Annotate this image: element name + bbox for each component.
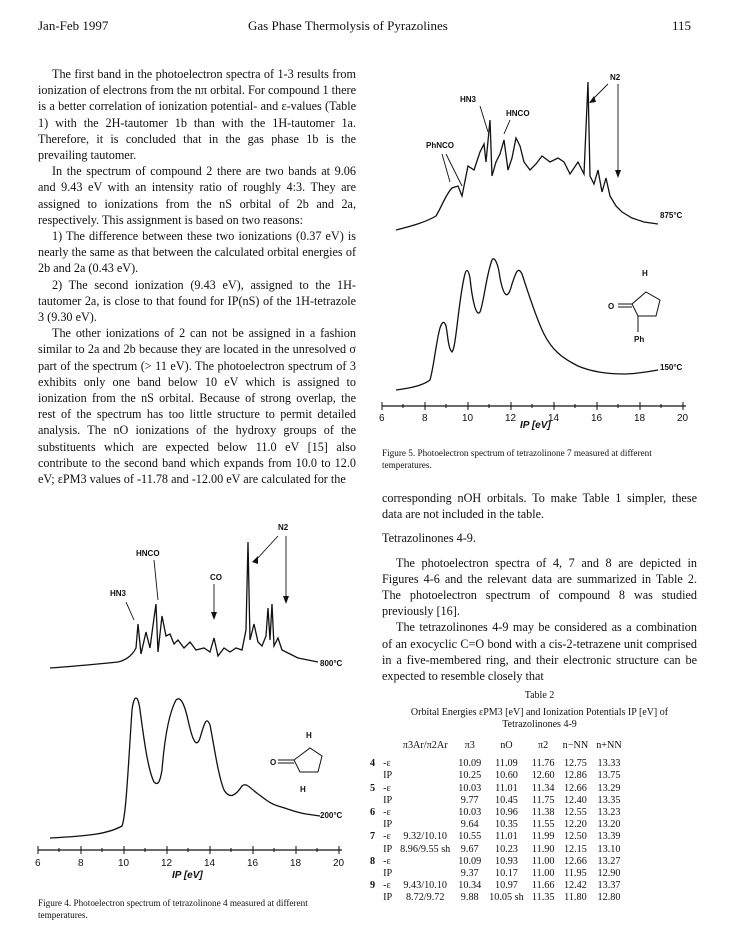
table-cell: 9	[370, 880, 376, 892]
table-cell: -ε	[383, 855, 391, 867]
left-column-text	[38, 66, 356, 487]
table-cell: 12.20	[563, 819, 587, 831]
tick-label: 8	[422, 413, 428, 424]
table-title: Table 2	[524, 690, 555, 701]
table-cell: 10.23	[494, 843, 518, 855]
column-header: π2	[538, 740, 549, 751]
table-cell: 11.75	[531, 794, 555, 806]
column-header: n+NN	[596, 740, 622, 751]
table-cell	[366, 844, 379, 856]
table-cell	[366, 795, 379, 807]
table-cell: 9.43/10.10	[403, 880, 447, 892]
table-cell	[396, 795, 454, 807]
table-cell: 12.75	[563, 758, 587, 770]
table-cell: -ε	[383, 758, 391, 770]
table-cell: 12.66	[563, 855, 587, 867]
table-cell: 13.39	[597, 831, 621, 843]
paragraph: corresponding nOH orbitals. To make Table 1 simpler, these data are not included in the table.	[382, 491, 697, 522]
table-cell: 10.17	[494, 868, 518, 880]
table-cell: 11.34	[531, 782, 555, 794]
table-cell: IP	[383, 819, 393, 831]
table-row	[366, 795, 626, 807]
table-cell: 11.01	[495, 831, 518, 843]
tick-label: 6	[35, 858, 41, 869]
column-header: n−NN	[562, 740, 589, 751]
paragraph: The tetrazolinones 4-9 may be considered as a combination of an exocyclic C=O bond with a cis-2-tetrazene unit comprised in a five-membered ring, and their electronic structure can be expected to resemble closely that	[382, 620, 697, 684]
table-cell: 10.34	[458, 880, 482, 892]
paragraph: 2) The second ionization (9.43 eV), assigned to the 1H-tautomer 2a, is close to that found for IP(nS) of the 1H-tetrazole 3 (9.30 eV).	[38, 277, 356, 325]
atom-label: H	[642, 269, 648, 278]
table-cell: -ε	[383, 880, 391, 892]
paragraph: The photoelectron spectra of 4, 7 and 8 are depicted in Figures 4-6 and the relevant data are summarized in Table 2. The photoelectron spectrum of compound 8 was studied previously [16].	[382, 555, 697, 619]
table-cell: -ε	[383, 831, 391, 843]
table-row	[366, 770, 626, 782]
table-cell: 11.99	[531, 831, 555, 843]
tick-label: 14	[204, 858, 216, 869]
table-row	[366, 831, 626, 843]
phenyl-tetrazolinone-structure	[618, 292, 660, 332]
table-cell: -ε	[383, 782, 391, 794]
tick-label: 20	[333, 858, 345, 869]
table-cell	[366, 892, 379, 904]
table-caption-line: Tetrazolinones 4-9	[502, 719, 577, 730]
table-cell	[396, 770, 454, 782]
table-row	[366, 892, 626, 904]
column-header: nO	[500, 740, 513, 751]
table-row	[366, 844, 626, 856]
table-cell: IP	[383, 868, 393, 880]
tick-label: 14	[548, 413, 560, 424]
x-axis-label: IP [eV]	[520, 420, 551, 431]
table-row	[366, 880, 626, 892]
table-row	[366, 819, 626, 831]
table-cell: 13.27	[597, 855, 621, 867]
table-2-caption	[382, 690, 697, 732]
table-cell: 10.09	[458, 855, 482, 867]
tick-label: 10	[118, 858, 130, 869]
table-cell: 10.25	[458, 770, 482, 782]
table-cell	[396, 868, 454, 880]
column-header	[366, 740, 379, 758]
table-cell: 12.40	[563, 794, 587, 806]
tick-label: 18	[290, 858, 302, 869]
header-date: Jan-Feb 1997	[38, 18, 109, 33]
column-header	[379, 740, 396, 758]
header-title: Gas Phase Thermolysis of Pyrazolines	[248, 18, 448, 33]
tetrazolinone-structure	[278, 748, 322, 772]
table-cell: 11.66	[531, 880, 555, 892]
table-cell: 12.90	[597, 868, 621, 880]
tick-label: 16	[591, 413, 603, 424]
table-cell: IP	[383, 892, 393, 904]
table-cell: 11.00	[531, 868, 555, 880]
page-number: 115	[672, 18, 692, 33]
paragraph: In the spectrum of compound 2 there are two bands at 9.06 and 9.43 eV with an intensity ratio of roughly 4:3. They are assigned to ionizations from the nS orbital of 2b and 2a, respectively. This assignment is based on two reasons:	[38, 164, 356, 227]
table-cell: 11.00	[531, 855, 555, 867]
paragraph: The first band in the photoelectron spectra of 1-3 results from ionization of electrons from the nπ orbital. For compound 1 there is a better correlation of ionization potential- and ε-values (Table 1) with the 2H-tautomer 1b than with the 1H-tautomer 1a. Therefore, it is concluded that in the gas phase 1b is the prevailing tautomer.	[38, 67, 356, 163]
table-cell: 10.97	[494, 880, 518, 892]
temperature-label: 875°C	[660, 211, 683, 220]
table-cell: 10.96	[494, 807, 518, 819]
tick-label: 12	[505, 413, 517, 424]
table-cell: 13.23	[597, 807, 621, 819]
table-row	[366, 807, 626, 819]
table-cell: 11.38	[531, 807, 555, 819]
table-cell: 10.55	[458, 831, 482, 843]
atom-label: H	[300, 785, 306, 794]
table-cell: 11.55	[531, 819, 555, 831]
table-cell: 11.90	[531, 843, 555, 855]
table-2	[366, 740, 626, 905]
temperature-label: 150°C	[660, 363, 683, 372]
peak-label-hn3: HN3	[110, 589, 127, 598]
table-cell: 12.60	[531, 770, 555, 782]
table-cell: 11.80	[564, 892, 587, 904]
figure-5-caption: Figure 5. Photoelectron spectrum of tetrazolinone 7 measured at different temperatures.	[382, 448, 652, 470]
table-cell: 9.32/10.10	[403, 831, 447, 843]
atom-label: O	[270, 758, 277, 767]
table-cell: 9.67	[460, 843, 479, 855]
table-cell: 13.10	[597, 843, 621, 855]
table-caption-line: Orbital Energies εPM3 [eV] and Ionization Potentials IP [eV] of	[410, 706, 669, 718]
section-heading: Tetrazolinones 4-9.	[382, 531, 476, 546]
figure-5-spectrum	[379, 66, 692, 431]
tick-label: 10	[462, 413, 474, 424]
table-cell: -ε	[383, 807, 391, 819]
right-column-text	[382, 490, 697, 684]
table-cell: 9.37	[460, 868, 479, 880]
table-cell	[366, 868, 379, 880]
column-header: π3	[464, 740, 475, 751]
table-cell: 12.55	[563, 807, 587, 819]
table-cell: 13.20	[597, 819, 621, 831]
table-cell: 4	[370, 758, 376, 770]
table-cell: 8	[370, 855, 376, 867]
table-cell	[396, 856, 454, 868]
peak-label-n2: N2	[610, 73, 621, 82]
table-cell: 7	[370, 831, 376, 843]
table-cell: 9.64	[460, 819, 479, 831]
table-cell: 13.33	[597, 758, 621, 770]
peak-label-n2: N2	[278, 523, 289, 532]
table-cell	[396, 819, 454, 831]
table-cell: 10.09	[458, 758, 482, 770]
figure-4-spectrum	[35, 520, 358, 881]
tick-label: 18	[634, 413, 646, 424]
table-cell	[396, 758, 454, 770]
peak-label-hnco: HNCO	[136, 549, 160, 558]
table-cell: 9.77	[460, 794, 479, 806]
x-axis-label: IP [eV]	[172, 870, 203, 881]
table-cell: 9.88	[460, 892, 479, 904]
table-cell: 10.93	[494, 855, 518, 867]
table-cell: 13.37	[597, 880, 621, 892]
peak-label-phnco: PhNCO	[426, 141, 454, 150]
table-cell: 11.09	[495, 758, 518, 770]
table-cell: 10.05 sh	[489, 892, 524, 904]
table-row	[366, 868, 626, 880]
paragraph: The other ionizations of 2 can not be assigned in a fashion similar to 2a and 2b because they are located in the unresolved σ part of the spectrum (> 11 eV). The photoelectron spectrum of 3 exhibits only one band below 10 eV which is assigned to ionization from the nS orbital. Because of strong overlap, the rest of the spectrum has too little structure to permit detailed analysis. The nO ionizations of the hydroxy groups of the substituents which are expected below 11.0 eV [15] also contribute to the second band which expands from 10.0 to 12.0 eV; εPM3 values of -11.78 and -12.00 eV are calculated for the	[38, 326, 356, 487]
table-row	[366, 758, 626, 770]
tick-label: 20	[677, 413, 689, 424]
atom-label: Ph	[634, 335, 645, 344]
table-cell: 5	[370, 782, 376, 794]
table-cell: 13.35	[597, 794, 621, 806]
tick-label: 12	[161, 858, 173, 869]
table-cell: 12.86	[563, 770, 587, 782]
table-cell: 11.35	[531, 892, 555, 904]
peak-label-hn3: HN3	[460, 95, 477, 104]
table-cell: 10.03	[458, 807, 482, 819]
table-cell: 12.42	[563, 880, 587, 892]
peak-label-co: CO	[210, 573, 222, 582]
table-cell	[366, 770, 379, 782]
table-cell: 13.75	[597, 770, 621, 782]
table-cell: 10.45	[494, 794, 518, 806]
paragraph: 1) The difference between these two ionizations (0.37 eV) is nearly the same as that between the calculated orbital energies of 2b and 2a (0.43 eV).	[38, 229, 356, 276]
temperature-label: 800°C	[320, 659, 343, 668]
column-header: π3Ar/π2Ar	[402, 740, 448, 751]
temperature-label: 200°C	[320, 811, 343, 820]
table-cell: 12.80	[597, 892, 621, 904]
table-cell: 12.15	[563, 843, 587, 855]
table-cell: 12.66	[563, 782, 587, 794]
tick-label: 8	[78, 858, 84, 869]
table-cell	[396, 783, 454, 795]
peak-label-hnco: HNCO	[506, 109, 530, 118]
tick-label: 16	[247, 858, 259, 869]
table-cell: 8.96/9.55 sh	[400, 843, 451, 855]
table-cell: IP	[383, 843, 393, 855]
table-cell: 11.01	[495, 782, 518, 794]
table-cell	[396, 807, 454, 819]
tick-label: 6	[379, 413, 385, 424]
table-cell: 6	[370, 807, 376, 819]
figure-4-caption: Figure 4. Photoelectron spectrum of tetrazolinone 4 measured at different temperatures.	[38, 898, 308, 920]
table-cell: 10.35	[494, 819, 518, 831]
table-cell: 11.95	[564, 868, 587, 880]
table-cell: 10.60	[494, 770, 518, 782]
table-cell: 11.76	[531, 758, 555, 770]
table-cell: IP	[383, 794, 393, 806]
atom-label: H	[306, 731, 312, 740]
table-cell: 8.72/9.72	[405, 892, 445, 904]
table-cell	[366, 819, 379, 831]
table-cell: 12.50	[563, 831, 587, 843]
table-cell: IP	[383, 770, 393, 782]
table-cell: 13.29	[597, 782, 621, 794]
table-header-row	[366, 740, 626, 758]
table-row	[366, 856, 626, 868]
atom-label: O	[608, 302, 615, 311]
table-row	[366, 783, 626, 795]
table-cell: 10.03	[458, 782, 482, 794]
